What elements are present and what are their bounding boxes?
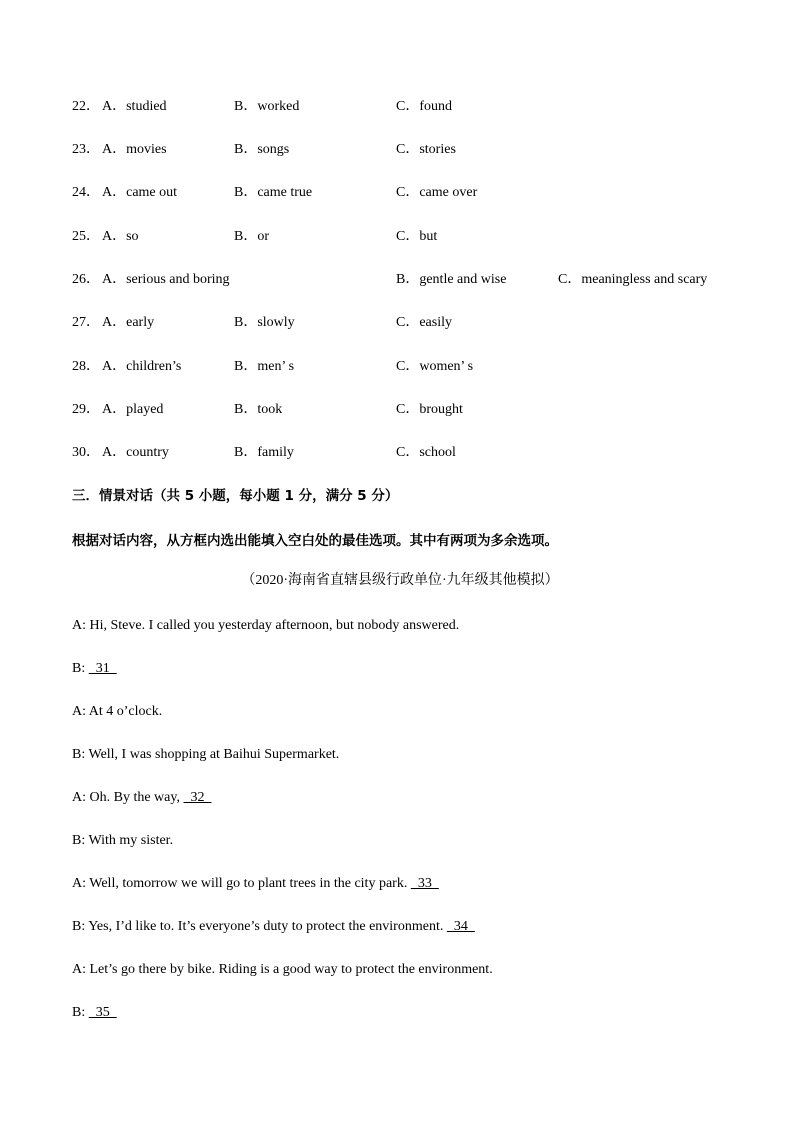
dialogue-line bbox=[72, 1003, 117, 1023]
dialogue-line bbox=[72, 831, 173, 851]
dialogue-line bbox=[72, 874, 439, 894]
question-number: 30． bbox=[72, 445, 100, 460]
option-b: B．family bbox=[234, 445, 294, 460]
section-instruction: 根据对话内容，从方框内选出能填入空白处的最佳选项。其中有两项为多余选项。 bbox=[72, 533, 558, 549]
option-c: C．stories bbox=[396, 142, 456, 157]
option-a: A．early bbox=[102, 315, 155, 330]
option-b: B．men’ s bbox=[234, 359, 295, 374]
question-row-29 bbox=[72, 400, 772, 420]
dialogue-text: B: Yes, I’d like to. It’s everyone’s duty to protect the environment. bbox=[72, 919, 447, 934]
question-number: 27． bbox=[72, 315, 100, 330]
option-b: B．took bbox=[234, 402, 283, 417]
dialogue-text: B: bbox=[72, 1005, 89, 1020]
dialogue-line bbox=[72, 917, 475, 937]
option-c: C．meaningless and scary bbox=[558, 272, 708, 287]
option-c: C．but bbox=[396, 229, 438, 244]
question-number: 29． bbox=[72, 402, 100, 417]
option-b: B．or bbox=[234, 229, 269, 244]
dialogue-line bbox=[72, 960, 493, 980]
dialogue-text: B: With my sister. bbox=[72, 833, 174, 848]
question-row-26 bbox=[72, 270, 772, 290]
option-a: A．played bbox=[102, 402, 164, 417]
question-row-28 bbox=[72, 357, 772, 377]
option-a: A．serious and boring bbox=[102, 272, 230, 287]
option-a: A．country bbox=[102, 445, 169, 460]
dialogue-text: B: Well, I was shopping at Baihui Supermarket. bbox=[72, 747, 340, 762]
dialogue-text: B: bbox=[72, 661, 89, 676]
option-c: C．came over bbox=[396, 185, 478, 200]
option-a: A．movies bbox=[102, 142, 167, 157]
dialogue-text: A: Oh. By the way, bbox=[72, 790, 184, 805]
question-row-23 bbox=[72, 140, 772, 160]
option-c: C．women’ s bbox=[396, 359, 474, 374]
dialogue-line bbox=[72, 788, 211, 808]
dialogue-line bbox=[72, 745, 339, 765]
option-b: B．came true bbox=[234, 185, 313, 200]
option-b: B．slowly bbox=[234, 315, 295, 330]
question-row-30 bbox=[72, 443, 772, 463]
dialogue-text: A: Let’s go there by bike. Riding is a good way to protect the environment. bbox=[72, 962, 493, 977]
option-c: C．found bbox=[396, 99, 452, 114]
option-a: A．so bbox=[102, 229, 139, 244]
question-row-22 bbox=[72, 97, 772, 117]
source-note: （2020·海南省直辖县级行政单位·九年级其他模拟） bbox=[241, 573, 559, 588]
answer-blank-31[interactable]: 31 bbox=[88, 661, 117, 676]
option-a: A．studied bbox=[102, 99, 167, 114]
option-c: C．brought bbox=[396, 402, 463, 417]
section-title: 三．情景对话（共 5 小题，每小题 1 分，满分 5 分） bbox=[72, 488, 399, 504]
option-a: A．came out bbox=[102, 185, 178, 200]
dialogue-line bbox=[72, 616, 459, 636]
question-row-24 bbox=[72, 183, 772, 203]
dialogue-text: A: Hi, Steve. I called you yesterday afternoon, but nobody answered. bbox=[72, 618, 460, 633]
option-a: A．children’s bbox=[102, 359, 182, 374]
option-c: C．school bbox=[396, 445, 456, 460]
option-b: B．gentle and wise bbox=[396, 272, 507, 287]
question-number: 25． bbox=[72, 229, 100, 244]
question-number: 28． bbox=[72, 359, 100, 374]
question-row-25 bbox=[72, 227, 772, 247]
answer-blank-32[interactable]: 32 bbox=[183, 790, 212, 805]
question-number: 23． bbox=[72, 142, 100, 157]
option-b: B．songs bbox=[234, 142, 290, 157]
dialogue-text: A: Well, tomorrow we will go to plant trees in the city park. bbox=[72, 876, 411, 891]
answer-blank-35[interactable]: 35 bbox=[88, 1005, 117, 1020]
question-row-27 bbox=[72, 313, 772, 333]
dialogue-text: A: At 4 o’clock. bbox=[72, 704, 163, 719]
answer-blank-33[interactable]: 33 bbox=[410, 876, 439, 891]
dialogue-line bbox=[72, 702, 162, 722]
question-number: 22． bbox=[72, 99, 100, 114]
answer-blank-34[interactable]: 34 bbox=[446, 919, 475, 934]
option-b: B．worked bbox=[234, 99, 300, 114]
question-number: 26． bbox=[72, 272, 100, 287]
dialogue-line bbox=[72, 659, 117, 679]
question-number: 24． bbox=[72, 185, 100, 200]
option-c: C．easily bbox=[396, 315, 452, 330]
